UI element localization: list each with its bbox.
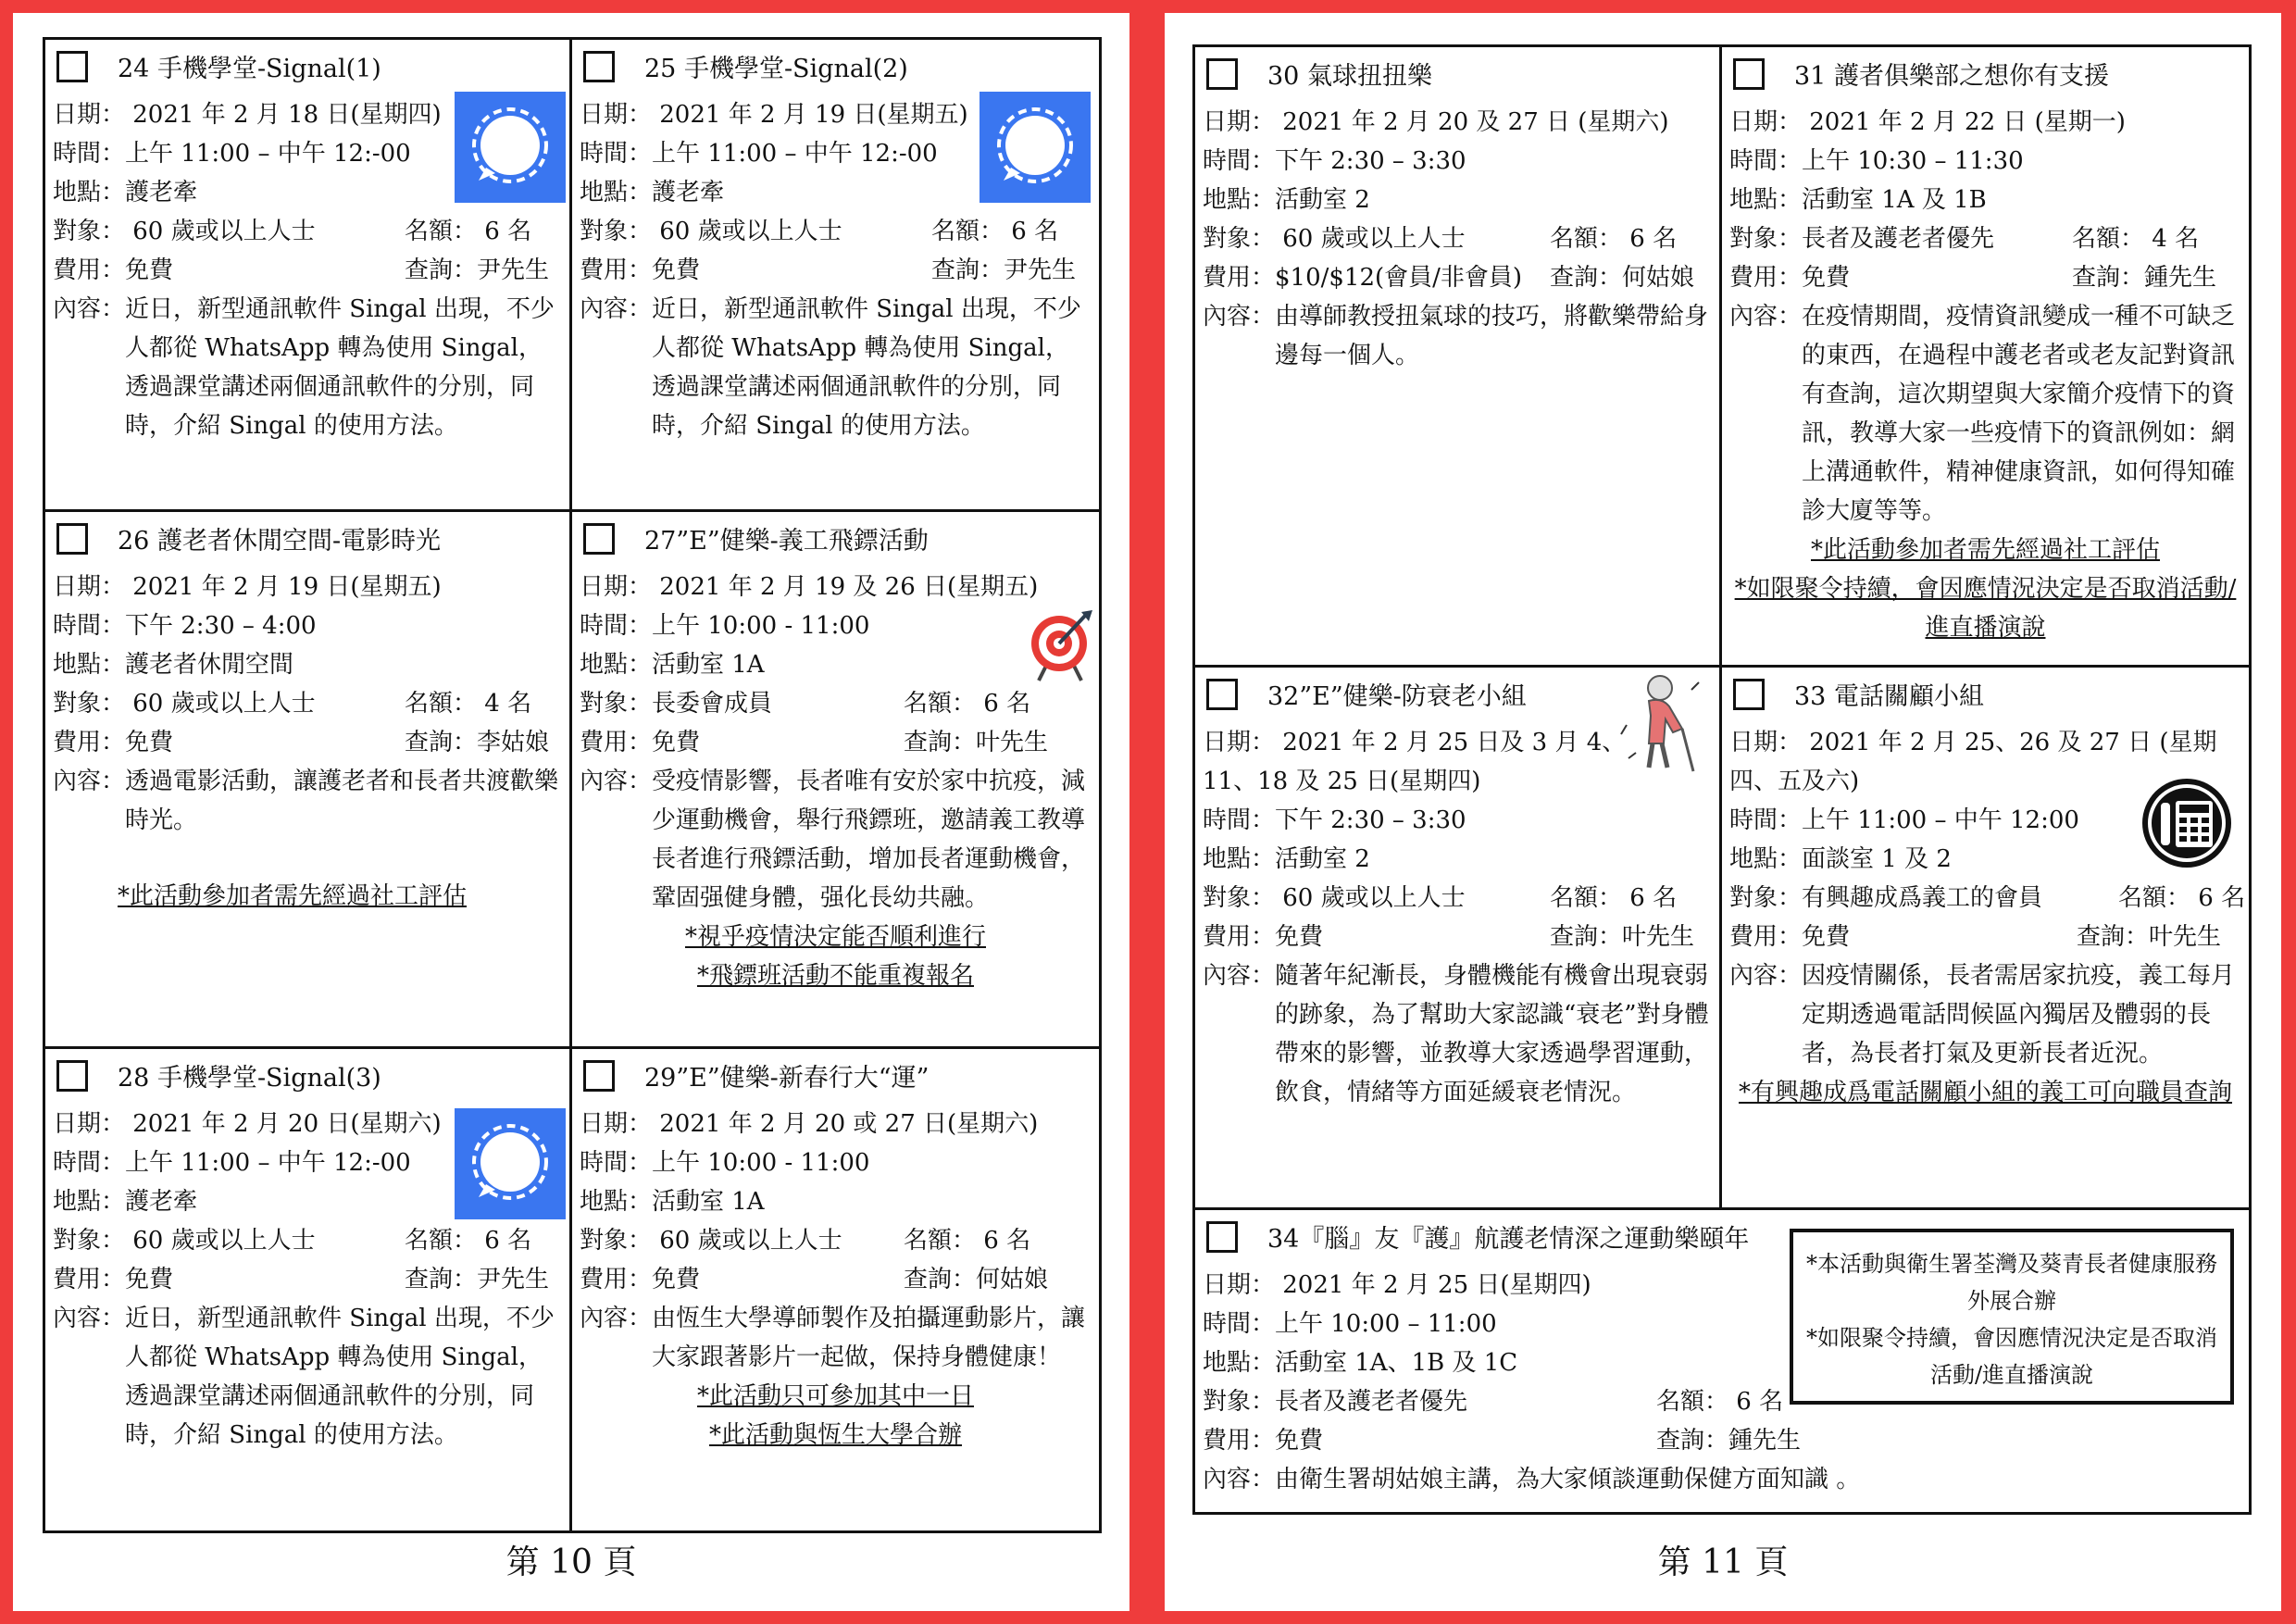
target-row [580, 212, 1092, 251]
fee-text: 費用：免費 [1203, 923, 1324, 951]
activity-card-28 [45, 1049, 569, 1530]
date-line: 日期： 2021 年 2 月 20 或 27 日(星期六) [580, 1110, 1039, 1138]
content-block [53, 1299, 562, 1455]
checkbox[interactable] [583, 523, 615, 555]
content-block [580, 290, 1092, 445]
fee-text: 費用：免費 [1203, 1427, 1324, 1455]
target-row [1203, 1382, 2241, 1421]
checkbox[interactable] [56, 51, 88, 82]
enquiry-text: 查詢：尹先生 [931, 256, 1077, 284]
content-block [1729, 956, 2241, 1073]
fee-text: 費用：免費 [1729, 264, 1851, 292]
time-line: 時間：上午 10:00 - 11:00 [580, 612, 870, 640]
content-label: 內容： [1729, 962, 1803, 990]
content-label: 內容： [1203, 962, 1276, 990]
quota-text: 名額： 6 名 [405, 218, 532, 245]
page-10 [13, 13, 1129, 1611]
content-label: 內容： [53, 1305, 126, 1332]
activity-card-34 [1195, 1210, 2249, 1512]
venue-line: 地點：護老牽 [580, 179, 725, 206]
content-text: 因疫情關係，長者需居家抗疫，義工每月定期透過電話問候區內獨居及體弱的長者，為長者打氣及更新長者近況。 [1802, 962, 2236, 1068]
target-text: 對象： 60 歲或以上人士 [1203, 884, 1466, 912]
content-text: 由導師教授扭氣球的技巧，將歡樂帶給身邊每一個人。 [1275, 303, 1709, 369]
enquiry-text: 查詢：何姑娘 [1550, 264, 1695, 292]
time-line: 時間：上午 10:00 – 11:00 [1203, 1310, 1497, 1338]
page-11 [1165, 13, 2281, 1611]
date-line: 日期： 2021 年 2 月 18 日(星期四) [53, 101, 442, 129]
time-line: 時間：上午 11:00 – 中午 12:-00 [53, 140, 411, 168]
enquiry-text: 查詢：尹先生 [405, 1266, 550, 1293]
fee-text: 費用：免費 [53, 256, 174, 284]
content-block [580, 1299, 1092, 1377]
activity-title: 27”E”健樂-義工飛鏢活動 [644, 527, 929, 556]
fee-row [53, 251, 562, 290]
fee-text: 費用：免費 [53, 729, 174, 756]
quota-text: 名額： 6 名 [405, 1227, 532, 1255]
enquiry-text: 查詢：尹先生 [405, 256, 550, 284]
content-text: 受疫情影響，長者唯有安於家中抗疫，減少運動機會，舉行飛鏢班，邀請義工教導長者進行飛鏢活動，增加長者運動機會，鞏固强健身體，强化長幼共融。 [652, 768, 1086, 912]
time-line: 時間：上午 10:30 – 11:30 [1729, 147, 2024, 175]
activity-title: 33 電話關顧小組 [1794, 682, 1984, 711]
date-line: 日期： 2021 年 2 月 25 日(星期四) [1203, 1271, 1591, 1299]
target-text: 對象： 60 歲或以上人士 [53, 1227, 316, 1255]
activity-card-25 [572, 40, 1099, 509]
activity-note: *此活動參加者需先經過社工評估 [1810, 536, 2160, 564]
activity-card-33 [1722, 668, 2249, 1207]
fee-text: 費用：免費 [53, 1266, 174, 1293]
activity-card-32 [1195, 668, 1719, 1207]
content-text: 近日，新型通訊軟件 Singal 出現，不少人都從 WhatsApp 轉為使用 Singal，透過課堂講述兩個通訊軟件的分別，同時，介紹 Singal 的使用方法。 [125, 295, 555, 440]
activity-title: 34『腦』友『護』航護老情深之運動樂頤年 [1267, 1225, 1750, 1254]
fee-row [1203, 258, 1712, 297]
activity-note: *視乎疫情決定能否順利進行 [684, 923, 986, 951]
activity-note: *如限聚令持續，會因應情況決定是否取消活動/進直播演說 [1734, 575, 2237, 642]
quota-text: 名額： 6 名 [931, 218, 1059, 245]
checkbox[interactable] [56, 1060, 88, 1092]
venue-line: 地點：活動室 2 [1203, 845, 1370, 873]
fee-row [580, 723, 1092, 762]
time-line: 時間：下午 2:30 – 3:30 [1203, 806, 1466, 834]
enquiry-text: 查詢：鍾先生 [2072, 264, 2217, 292]
page-number: 第 10 頁 [505, 1543, 637, 1581]
venue-line: 地點：面談室 1 及 2 [1729, 845, 1952, 873]
target-row [580, 684, 1092, 723]
checkbox[interactable] [1733, 58, 1765, 90]
date-line: 日期： 2021 年 2 月 22 日 (星期一) [1729, 108, 2126, 136]
quota-text: 名額： 6 名 [904, 690, 1031, 718]
target-text: 對象：有興趣成爲義工的會員 [1729, 884, 2043, 912]
activity-card-30 [1195, 47, 1719, 665]
enquiry-text: 查詢：李姑娘 [405, 729, 550, 756]
content-label: 內容： [53, 295, 126, 323]
activity-title: 31 護者俱樂部之想你有支援 [1794, 62, 2109, 91]
activity-note: *有興趣成爲電話關顧小組的義工可向職員查詢 [1738, 1079, 2232, 1106]
checkbox[interactable] [56, 523, 88, 555]
content-label: 內容： [1729, 303, 1803, 331]
quota-text: 名額： 6 名 [2118, 884, 2246, 912]
venue-line: 地點：護老牽 [53, 179, 198, 206]
notice-line: *本活動與衛生署荃灣及葵青長者健康服務外展合辦 [1806, 1251, 2217, 1314]
date-line: 日期： 2021 年 2 月 19 日(星期五) [580, 101, 968, 129]
activity-title: 24 手機學堂-Signal(1) [118, 55, 381, 83]
activity-title: 28 手機學堂-Signal(3) [118, 1064, 381, 1093]
target-text: 對象： 60 歲或以上人士 [53, 218, 316, 245]
activity-note: *此活動與恆生大學合辦 [708, 1421, 962, 1449]
time-line: 時間：上午 10:00 - 11:00 [580, 1149, 870, 1177]
activity-title: 26 護老者休閒空間-電影時光 [118, 527, 442, 556]
enquiry-text: 查詢：何姑娘 [904, 1266, 1049, 1293]
fee-text: 費用：免費 [580, 729, 701, 756]
fee-row [580, 251, 1092, 290]
activity-card-24 [45, 40, 569, 509]
fee-text: 費用：$10/$12(會員/非會員) [1203, 264, 1523, 292]
date-line: 日期： 2021 年 2 月 19 及 26 日(星期五) [580, 573, 1039, 601]
activity-title: 29”E”健樂-新春行大“運” [644, 1064, 930, 1093]
checkbox[interactable] [1206, 679, 1238, 710]
content-text: 由恆生大學導師製作及拍攝運動影片，讓大家跟著影片一起做，保持身體健康！ [652, 1305, 1086, 1371]
checkbox[interactable] [583, 51, 615, 82]
quota-text: 名額： 6 名 [904, 1227, 1031, 1255]
date-line [1729, 723, 2241, 801]
date-line: 日期： 2021 年 2 月 20 日(星期六) [53, 1110, 442, 1138]
target-row [53, 684, 562, 723]
target-row [1729, 219, 2241, 258]
time-line: 時間：上午 11:00 – 中午 12:-00 [580, 140, 938, 168]
activity-title: 30 氣球扭扭樂 [1267, 62, 1432, 91]
target-row [53, 212, 562, 251]
enquiry-text: 查詢：叶先生 [1550, 923, 1695, 951]
content-block [1203, 297, 1712, 375]
target-row [1203, 219, 1712, 258]
activity-card-29 [572, 1049, 1099, 1530]
content-block [1729, 297, 2241, 531]
target-text: 對象： 60 歲或以上人士 [1203, 225, 1466, 253]
content-label: 內容： [1203, 1466, 1276, 1493]
date-line: 日期： 2021 年 2 月 19 日(星期五) [53, 573, 442, 601]
content-label: 內容： [580, 768, 653, 795]
date-line: 日期： 2021 年 2 月 20 及 27 日 (星期六) [1203, 108, 1669, 136]
target-row [1729, 879, 2246, 918]
content-label: 內容： [580, 295, 653, 323]
time-line: 時間：下午 2:30 – 4:00 [53, 612, 317, 640]
time-line: 時間：上午 11:00 – 中午 12:00 [1729, 806, 2079, 834]
content-text: 透過電影活動，讓護老者和長者共渡歡樂時光。 [125, 768, 559, 834]
fee-text: 費用：免費 [580, 1266, 701, 1293]
venue-line: 地點：活動室 1A 及 1B [1729, 186, 1987, 214]
venue-line: 地點：護老牽 [53, 1188, 198, 1216]
content-block [53, 290, 562, 445]
checkbox[interactable] [1206, 1221, 1238, 1253]
target-row [1203, 879, 1712, 918]
content-label: 內容： [1203, 303, 1276, 331]
checkbox[interactable] [1733, 679, 1765, 710]
quota-text: 名額： 6 名 [1656, 1388, 1784, 1416]
fee-row [1729, 918, 2241, 956]
content-label: 內容： [580, 1305, 653, 1332]
notice-line: *如限聚令持續，會因應情況決定是否取消活動/進直播演說 [1806, 1325, 2217, 1388]
date-text: 日期： 2021 年 2 月 25 日及 3 月 4、11、18 及 25 日(星期四) [1203, 729, 1627, 795]
activity-note: *飛鏢班活動不能重複報名 [696, 962, 974, 990]
activity-card-26 [45, 512, 569, 1046]
checkbox[interactable] [583, 1060, 615, 1092]
fee-text: 費用：免費 [1729, 923, 1851, 951]
activity-card-27 [572, 512, 1099, 1046]
quota-text: 名額： 4 名 [405, 690, 532, 718]
content-block [1203, 956, 1712, 1112]
target-row [580, 1221, 1092, 1260]
venue-line: 地點：護老者休閒空間 [53, 651, 294, 679]
activity-card-31 [1722, 47, 2249, 665]
quota-text: 名額： 6 名 [1550, 884, 1678, 912]
target-text: 對象：長委會成員 [580, 690, 773, 718]
target-text: 對象：長者及護老者優先 [1729, 225, 1995, 253]
fee-row [53, 1260, 562, 1299]
enquiry-text: 查詢：鍾先生 [1656, 1427, 1802, 1455]
content-text: 由衛生署胡姑娘主講，為大家傾談運動保健方面知識 。 [1275, 1466, 1861, 1493]
time-line: 時間：下午 2:30 – 3:30 [1203, 147, 1466, 175]
content-text: 隨著年紀漸長，身體機能有機會出現衰弱的跡象，為了幫助大家認識“衰老”對身體帶來的影響，並教導大家透過學習運動，飲食，情緒等方面延緩衰老情況。 [1275, 962, 1709, 1106]
date-text: 日期： 2021 年 2 月 25、26 及 27 日 (星期四、五及六) [1729, 729, 2217, 795]
target-text: 對象： 60 歲或以上人士 [580, 1227, 842, 1255]
time-line: 時間：上午 11:00 – 中午 12:-00 [53, 1149, 411, 1177]
content-text: 在疫情期間，疫情資訊變成一種不可缺乏的東西，在過程中護老者或老友記對資訊有查詢，這次期望與大家簡介疫情下的資訊，教導大家一些疫情下的資訊例如：網上溝通軟件，精神健康資訊，如何得知確診大廈等等。 [1802, 303, 2236, 525]
activity-title: 25 手機學堂-Signal(2) [644, 55, 908, 83]
content-block [580, 762, 1092, 918]
venue-line: 地點：活動室 1A、1B 及 1C [1203, 1349, 1518, 1377]
venue-line: 地點：活動室 2 [1203, 186, 1370, 214]
fee-row [580, 1260, 1092, 1299]
target-row [53, 1221, 562, 1260]
fee-row [1203, 918, 1712, 956]
quota-text: 名額： 6 名 [1550, 225, 1678, 253]
activity-note: *此活動參加者需先經過社工評估 [118, 882, 468, 910]
quota-text: 名額： 4 名 [2072, 225, 2200, 253]
fee-row [53, 723, 562, 762]
content-text: 近日，新型通訊軟件 Singal 出現，不少人都從 WhatsApp 轉為使用 Singal，透過課堂講述兩個通訊軟件的分別，同時，介紹 Singal 的使用方法。 [125, 1305, 555, 1449]
page-number: 第 11 頁 [1657, 1543, 1789, 1581]
content-label: 內容： [53, 768, 126, 795]
target-text: 對象： 60 歲或以上人士 [53, 690, 316, 718]
enquiry-text: 查詢：叶先生 [2077, 923, 2222, 951]
venue-line: 地點：活動室 1A [580, 1188, 765, 1216]
fee-row [1203, 1421, 2241, 1460]
fee-text: 費用：免費 [580, 256, 701, 284]
content-text: 近日，新型通訊軟件 Singal 出現，不少人都從 WhatsApp 轉為使用 Singal，透過課堂講述兩個通訊軟件的分別，同時，介紹 Singal 的使用方法。 [652, 295, 1081, 440]
target-text: 對象： 60 歲或以上人士 [580, 218, 842, 245]
activity-title: 32”E”健樂-防衰老小組 [1267, 682, 1527, 711]
date-line [1203, 723, 1712, 801]
fee-row [1729, 258, 2241, 297]
content-block [53, 762, 562, 840]
checkbox[interactable] [1206, 58, 1238, 90]
target-text: 對象：長者及護老者優先 [1203, 1388, 1468, 1416]
activity-note: *此活動只可參加其中一日 [696, 1382, 974, 1410]
content-block [1203, 1460, 2241, 1499]
enquiry-text: 查詢：叶先生 [904, 729, 1049, 756]
venue-line: 地點：活動室 1A [580, 651, 765, 679]
